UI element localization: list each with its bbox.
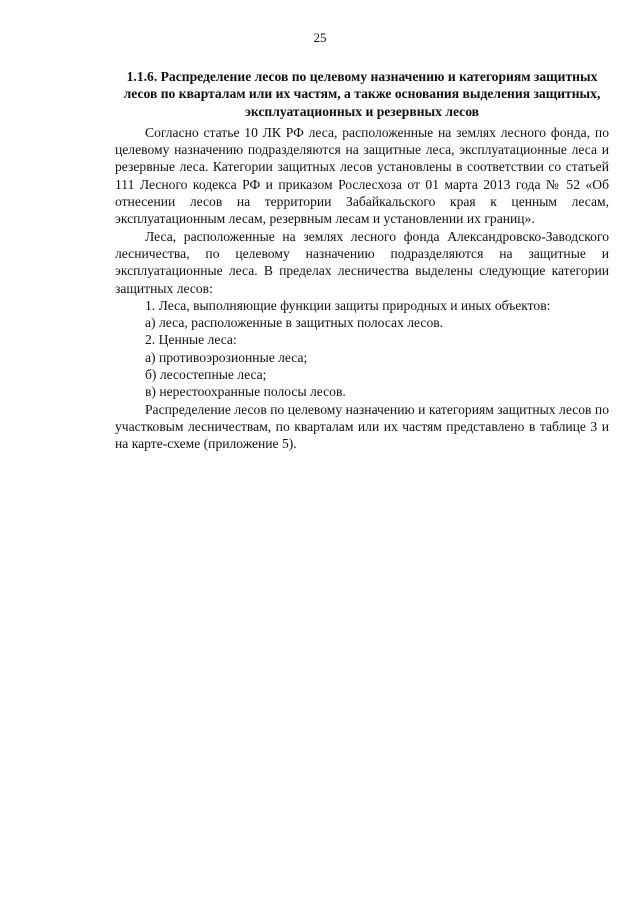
page-number: 25 — [313, 30, 327, 45]
list-item-protective-strips: а) леса, расположенные в защитных полосах лесов. — [145, 315, 444, 331]
list-item-spawning-protection: в) нерестоохранные полосы лесов. — [145, 384, 346, 400]
list-item-anti-erosion: а) противоэрозионные леса; — [145, 349, 308, 365]
paragraph-forestry-division: Леса, расположенные на землях лесного фонда Александровско-Заводского лесничества, по целевому назначению подразделяются на защитные и эксплуатационные леса. В пределах лесничества выделены следующие категории защитных лесов: — [115, 228, 609, 296]
paragraph-forest-categories-law: Согласно статье 10 ЛК РФ леса, расположенные на землях лесного фонда, по целевому назначению подразделяются на защитные леса, эксплуатационные леса и резервные леса. Категории защитных лесов установлены в соответствии со статьей 111 Лесного кодекса РФ и приказом Рослесхоза от 01 марта 2013 года № 52 «Об отнесении лесов на территории Забайкальского края к ценным лесам, эксплуатационным лесам, резервным лесам и установлении их границ». — [115, 124, 609, 227]
list-item-protective-functions: 1. Леса, выполняющие функции защиты природных и иных объектов: — [145, 297, 551, 313]
section-title: 1.1.6. Распределение лесов по целевому назначению и категориям защитных лесов по кварталам или их частям, а также основания выделения защитных, эксплуатационных и резервных лесов — [123, 69, 601, 119]
list-item-valuable-forests: 2. Ценные леса: — [145, 332, 237, 348]
paragraph-distribution-reference: Распределение лесов по целевому назначению и категориям защитных лесов по участковым лесничествам, по кварталам или их частям представлено в таблице 3 и на карте-схеме (приложение 5). — [115, 401, 609, 452]
page-content — [115, 68, 609, 453]
list-item-forest-steppe: б) лесостепные леса; — [145, 367, 267, 383]
